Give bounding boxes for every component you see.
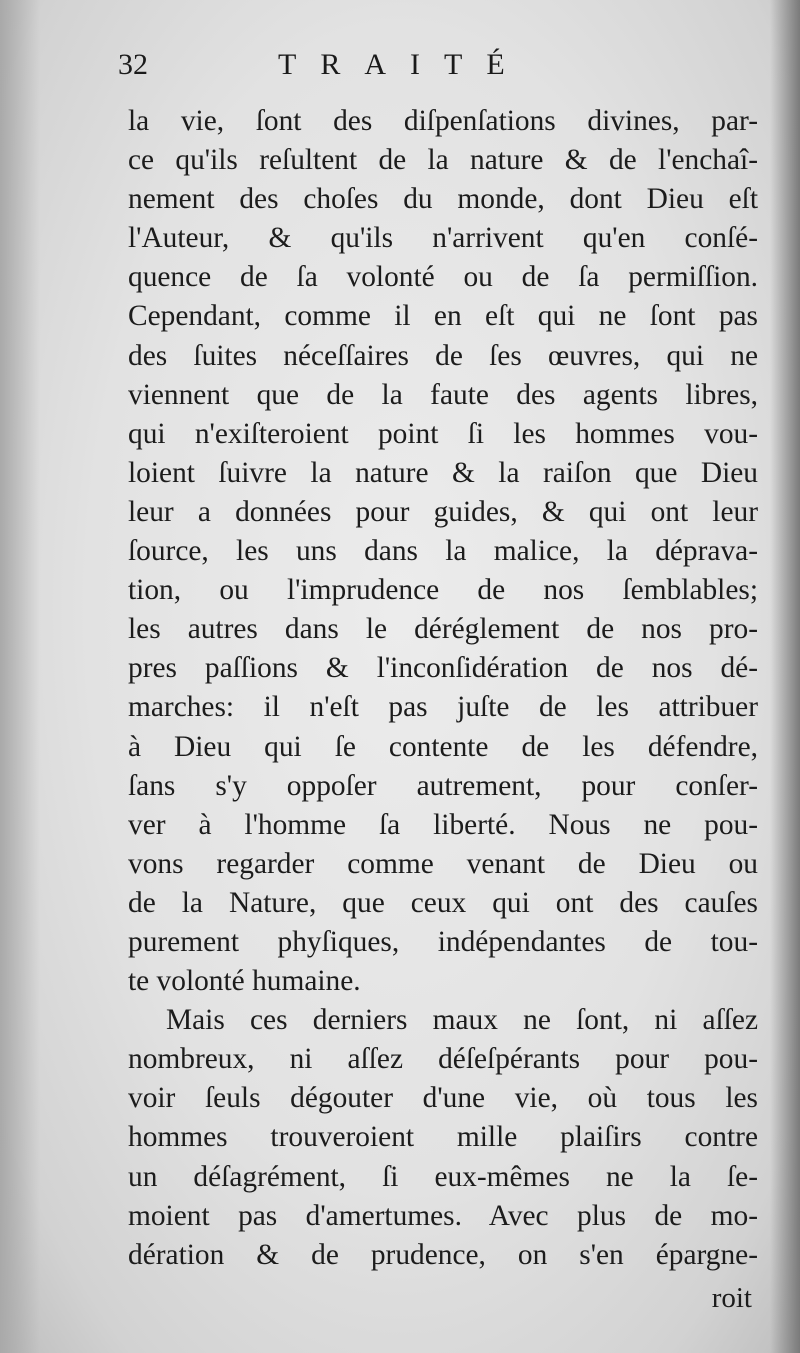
text-line: Cependant, comme il en eſt qui ne ſont pas: [128, 300, 758, 333]
text-line: dération & de prudence, on s'en épargne-: [128, 1238, 758, 1271]
text-line: viennent que de la faute des agents libres,: [128, 378, 758, 411]
text-line: marches: il n'eſt pas juſte de les attribuer: [128, 691, 758, 724]
text-line: vons regarder comme venant de Dieu ou: [128, 847, 758, 880]
text-line: voir ſeuls dégouter d'une vie, où tous les: [128, 1082, 758, 1115]
text-line: qui n'exiſteroient point ſi les hommes vou-: [128, 417, 758, 450]
text-line: à Dieu qui ſe contente de les défendre,: [128, 730, 758, 763]
text-line: ce qu'ils reſultent de la nature & de l'enchaî-: [128, 144, 758, 177]
text-line: tion, ou l'imprudence de nos ſemblables;: [128, 574, 758, 607]
text-line: hommes trouveroient mille plaiſirs contre: [128, 1121, 758, 1154]
text-line: leur a données pour guides, & qui ont leur: [128, 495, 758, 528]
text-line: ver à l'homme ſa liberté. Nous ne pou-: [128, 808, 758, 841]
body-text: [128, 102, 768, 1275]
text-line: ſans s'y oppoſer autrement, pour conſer-: [128, 769, 758, 802]
paragraph-start-line: Mais ces derniers maux ne ſont, ni aſſez: [166, 1004, 758, 1037]
text-line: la vie, ſont des diſpenſations divines, par-: [128, 105, 758, 137]
text-line: nement des choſes du monde, dont Dieu eſt: [128, 183, 758, 216]
text-line: les autres dans le déréglement de nos pro-: [128, 613, 758, 646]
text-line: ſource, les uns dans la malice, la déprava-: [128, 535, 758, 568]
text-line: moient pas d'amertumes. Avec plus de mo-: [128, 1199, 758, 1232]
text-line: pres paſſions & l'inconſidération de nos dé-: [128, 652, 758, 685]
text-line: des ſuites néceſſaires de ſes œuvres, qui ne: [128, 339, 758, 372]
page-number: 32: [118, 48, 148, 81]
text-line: te volonté humaine.: [128, 965, 361, 998]
page-header: [118, 42, 718, 92]
text-line: l'Auteur, & qu'ils n'arrivent qu'en conſé-: [128, 222, 758, 255]
text-line: loient ſuivre la nature & la raiſon que Dieu: [128, 456, 758, 489]
text-line: quence de ſa volonté ou de ſa permiſſion.: [128, 261, 758, 294]
text-line: nombreux, ni aſſez déſeſpérants pour pou-: [128, 1043, 758, 1076]
text-line: un déſagrément, ſi eux-mêmes ne la ſe-: [128, 1160, 758, 1193]
text-line: de la Nature, que ceux qui ont des cauſes: [128, 886, 758, 919]
running-title: TRAITÉ: [278, 48, 529, 81]
text-line: purement phyſiques, indépendantes de tou-: [128, 925, 758, 958]
catchword: roit: [711, 1282, 752, 1314]
